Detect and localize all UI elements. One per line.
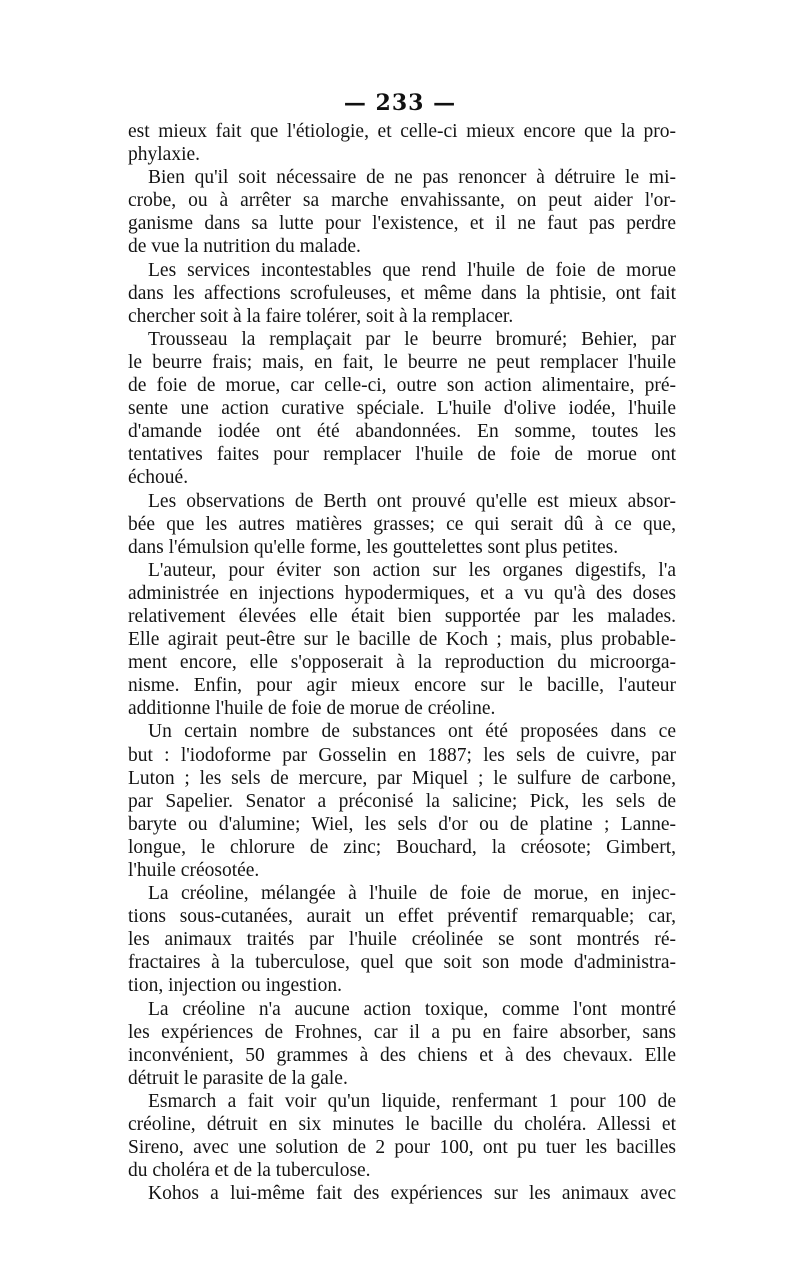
text-line: créoline, détruit en six minutes le bacille du choléra. Allessi et — [128, 1114, 676, 1136]
text-line: est mieux fait que l'étiologie, et celle-ci mieux encore que la pro- — [128, 121, 676, 142]
text-line: bée que les autres matières grasses; ce qui serait dû à ce que, — [128, 513, 676, 535]
text-line: La créoline n'a aucune action toxique, comme l'ont montré — [148, 998, 676, 1020]
text-line: relativement élevées elle était bien supportée par les malades. — [128, 605, 676, 627]
text-line: Luton ; les sels de mercure, par Miquel ; le sulfure de carbone, — [128, 767, 676, 789]
text-line: les animaux traités par l'huile créolinée se sont montrés ré- — [128, 929, 676, 951]
text-line: crobe, ou à arrêter sa marche envahissante, on peut aider l'or- — [128, 190, 676, 212]
text-line: baryte ou d'alumine; Wiel, les sels d'or ou de platine ; Lanne- — [128, 813, 676, 835]
text-line: l'huile créosotée. — [128, 860, 260, 881]
text-line: L'auteur, pour éviter son action sur les organes digestifs, l'a — [148, 559, 676, 581]
text-line: de foie de morue, car celle-ci, outre son action alimentaire, pré- — [128, 375, 676, 397]
text-line: but : l'iodoforme par Gosselin en 1887; les sels de cuivre, par — [128, 744, 676, 766]
text-line: nisme. Enfin, pour agir mieux encore sur le bacille, l'auteur — [128, 675, 676, 697]
text-line: Un certain nombre de substances ont été proposées dans ce — [148, 721, 676, 743]
text-line: Esmarch a fait voir qu'un liquide, renfermant 1 pour 100 de — [148, 1090, 676, 1112]
text-line: de vue la nutrition du malade. — [128, 236, 361, 258]
text-line: fractaires à la tuberculose, quel que soit son mode d'administra- — [128, 952, 676, 974]
text-line: chercher soit à la faire tolérer, soit à la remplacer. — [128, 305, 514, 327]
text-line: Bien qu'il soit nécessaire de ne pas renoncer à détruire le mi- — [148, 167, 676, 189]
text-line: Les services incontestables que rend l'huile de foie de morue — [148, 259, 676, 281]
text-line: sente une action curative spéciale. L'huile d'olive iodée, l'huile — [128, 398, 676, 420]
text-line: phylaxie. — [128, 144, 201, 166]
text-line: d'amande iodée ont été abandonnées. En somme, toutes les — [128, 421, 676, 443]
text-line: le beurre frais; mais, en fait, le beurre ne peut remplacer l'huile — [128, 351, 676, 373]
text-line: détruit le parasite de la gale. — [128, 1067, 348, 1089]
text-line: Sireno, avec une solution de 2 pour 100, ont pu tuer les bacilles — [128, 1137, 676, 1159]
text-line: ganisme dans sa lutte pour l'existence, et il ne faut pas perdre — [128, 213, 676, 235]
text-line: Les observations de Berth ont prouvé qu'elle est mieux absor- — [148, 490, 676, 512]
text-line: ment encore, elle s'opposerait à la reproduction du microorga- — [128, 652, 676, 674]
text-line: inconvénient, 50 grammes à des chiens et à des chevaux. Elle — [128, 1044, 676, 1066]
text-line: La créoline, mélangée à l'huile de foie de morue, en injec- — [148, 883, 676, 905]
text-line: du choléra et de la tuberculose. — [128, 1160, 371, 1182]
text-line: additionne l'huile de foie de morue de créoline. — [128, 698, 496, 720]
text-line: les expériences de Frohnes, car il a pu en faire absorber, sans — [128, 1021, 676, 1043]
page-number: — 233 — — [343, 90, 457, 116]
text-line: administrée en injections hypodermiques, et a vu qu'à des doses — [128, 582, 676, 604]
text-line: tions sous-cutanées, aurait un effet préventif remarquable; car, — [128, 906, 676, 928]
text-line: dans les affections scrofuleuses, et même dans la phtisie, ont fait — [128, 282, 676, 304]
text-line: échoué. — [128, 467, 189, 489]
text-line: tion, injection ou ingestion. — [128, 975, 342, 997]
text-line: longue, le chlorure de zinc; Bouchard, la créosote; Gimbert, — [128, 836, 676, 858]
text-line: tentatives faites pour remplacer l'huile de foie de morue ont — [128, 444, 676, 466]
text-line: Trousseau la remplaçait par le beurre bromuré; Behier, par — [148, 328, 676, 350]
body-text — [128, 120, 676, 1205]
text-line: Kohos a lui-même fait des expériences sur les animaux avec — [148, 1183, 676, 1205]
text-line: par Sapelier. Senator a préconisé la salicine; Pick, les sels de — [128, 790, 676, 812]
text-line: Elle agirait peut-être sur le bacille de Koch ; mais, plus probable- — [128, 629, 676, 651]
text-line: dans l'émulsion qu'elle forme, les gouttelettes sont plus petites. — [128, 536, 619, 558]
